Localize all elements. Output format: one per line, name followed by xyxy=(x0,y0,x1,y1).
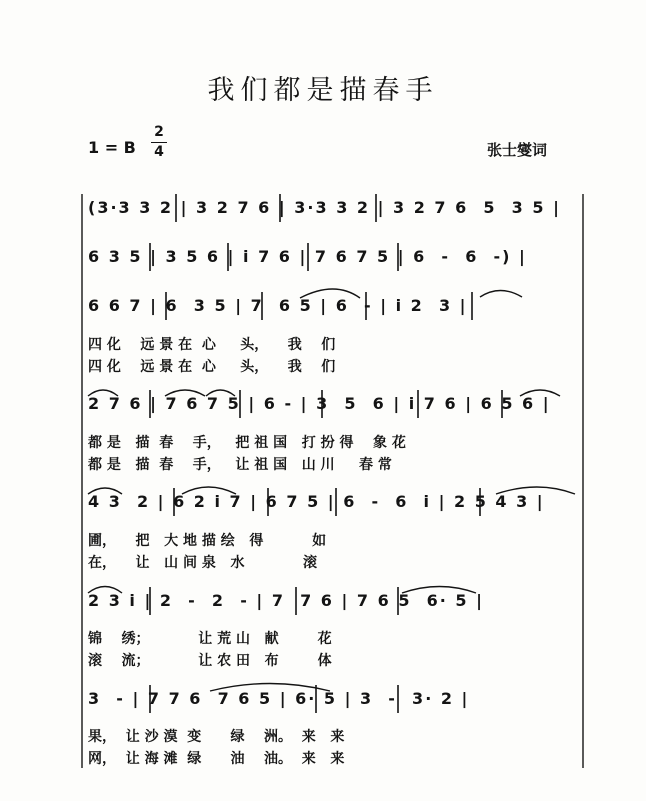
lyric-verse-2: 都 是 描 春 手， 让 祖 国 山 川 春 常 xyxy=(88,457,392,473)
notation-row: 6 3 5 | 3 5 6 | i 7 6 | 7 6 7 5 | 6 - 6 -) | xyxy=(88,247,527,266)
lyricist-credit: 张士燮词 xyxy=(487,141,548,159)
lyric-verse-1: 四 化 远 景 在 心 头， 我 们 xyxy=(88,337,336,353)
song-title: 我们都是描春手 xyxy=(207,75,439,106)
lyric-verse-2: 滚 流； 让 农 田 布 体 xyxy=(88,653,332,669)
lyric-verse-2: 网， 让 海 滩 绿 油 油。 来 来 xyxy=(88,751,345,767)
lyric-verse-2: 四 化 远 景 在 心 头， 我 们 xyxy=(88,359,336,375)
lyric-verse-2: 在， 让 山 间 泉 水 滚 xyxy=(88,555,317,571)
phrase-slur xyxy=(480,291,522,298)
notation-row: 2 7 6 | 7 6 7 5 | 6 - | 3 5 6 | i 7 6 | 6 5 6 | xyxy=(88,394,551,413)
notation-row: 4 3 2 | 6 2 i 7 | 6 7 5 | 6 - 6 i | 2 5 4 3 | xyxy=(88,492,545,511)
key-signature: 1 = B xyxy=(88,138,136,157)
notation-row: 6 6 7 | 6 3 5 | 7 6 5 | 6 - | i 2 3 | xyxy=(88,296,468,315)
notation-row: 3 - | 7 7 6 7 6 5 | 6· 5 | 3 - 3· 2 | xyxy=(88,689,470,708)
lyric-verse-1: 圃， 把 大 地 描 绘 得 如 xyxy=(88,533,327,549)
system-rules xyxy=(82,194,583,768)
lyric-verse-1: 果， 让 沙 漠 变 绿 洲。 来 来 xyxy=(88,729,345,745)
lyric-verse-1: 都 是 描 春 手， 把 祖 国 打 扮 得 象 花 xyxy=(88,435,406,451)
meter-bottom: 4 xyxy=(154,144,164,160)
notation-row: 2 3 i | 2 - 2 - | 7 7 6 | 7 6 5 6· 5 | xyxy=(88,591,484,610)
notation-row: (3·3 3 2 | 3 2 7 6 | 3·3 3 2 | 3 2 7 6 5 3 5 | xyxy=(88,198,561,217)
lyric-verse-1: 锦 绣； 让 荒 山 献 花 xyxy=(88,631,332,647)
meter-top: 2 xyxy=(154,124,164,140)
